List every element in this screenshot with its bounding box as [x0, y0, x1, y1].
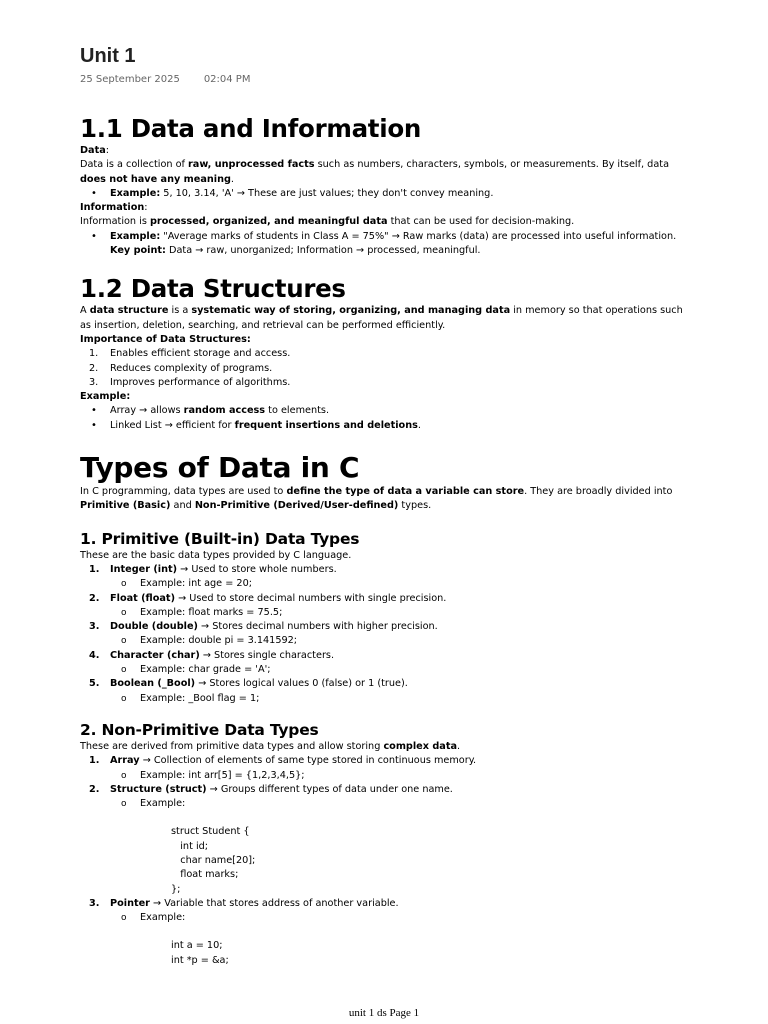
page-time: 02:04 PM — [203, 74, 251, 85]
list-item: • Example: 5, 10, 3.14, 'A' → These are just values; they don't convey meaning. — [80, 187, 690, 201]
heading-data-information: 1.1 Data and Information — [80, 114, 421, 143]
information-label-line: Information: — [80, 202, 148, 214]
list-item: 3. Improves performance of algorithms. — [89, 376, 291, 388]
note-page — [80, 44, 690, 968]
list-item: 3. Pointer → Variable that stores address of another variable. o Example: int a = 10; int *p = &a; — [80, 897, 690, 968]
non-primitive-list — [80, 754, 690, 968]
list-item: 4. Character (char) → Stores single characters. o Example: char grade = 'A'; — [80, 649, 690, 678]
example-item: o Example: int age = 20; — [110, 577, 690, 591]
heading-non-primitive-types: 2. Non-Primitive Data Types — [80, 720, 319, 739]
ds-importance-list — [80, 347, 690, 390]
ds-definition: A data structure is a systematic way of storing, organizing, and managing data in memory so that operations such as insertion, deletion, searching, and retrieval can be performed efficiently. — [80, 305, 683, 331]
example-item: o Example: _Bool flag = 1; — [110, 692, 690, 706]
primitive-list — [80, 563, 690, 706]
types-intro: In C programming, data types are used to define the type of data a variable can store. They are broadly divided into Primitive (Basic) and Non-Primitive (Derived/User-defined) types. — [80, 486, 673, 512]
example-item: o Example: int arr[5] = {1,2,3,4,5}; — [110, 769, 690, 783]
list-item: 2. Float (float) → Used to store decimal numbers with single precision. o Example: float marks = 75.5; — [80, 592, 690, 621]
example-item: o Example: char grade = 'A'; — [110, 663, 690, 677]
example-item: o Example: double pi = 3.141592; — [110, 634, 690, 648]
page-footer: unit 1 ds Page 1 — [348, 1007, 420, 1019]
list-item: 1. Array → Collection of elements of same type stored in continuous memory. o Example: int arr[5] = {1,2,3,4,5}; — [80, 754, 690, 783]
list-item: 5. Boolean (_Bool) → Stores logical values 0 (false) or 1 (true). o Example: _Bool flag = 1; — [80, 677, 690, 706]
list-item: • Array → allows random access to elements. — [80, 404, 690, 418]
example-item: o Example: float marks = 75.5; — [110, 606, 690, 620]
list-item: 2. Reduces complexity of programs. — [89, 362, 273, 374]
data-definition: Data is a collection of raw, unprocessed facts such as numbers, characters, symbols, or measurements. By itself, data does not have any meaning. — [80, 159, 670, 185]
primitive-intro: These are the basic data types provided by C language. — [80, 549, 352, 561]
heading-types-of-data: Types of Data in C — [80, 451, 360, 485]
example-item: o Example: struct Student { int id; char name[20]; float marks; }; — [110, 797, 690, 897]
list-item: 1. Integer (int) → Used to store whole numbers. o Example: int age = 20; — [80, 563, 690, 592]
data-example-list — [80, 187, 690, 201]
ds-importance-label: Importance of Data Structures: — [80, 333, 251, 345]
heading-primitive-types: 1. Primitive (Built-in) Data Types — [80, 529, 360, 548]
ds-example-label: Example: — [80, 391, 131, 403]
non-primitive-intro: These are derived from primitive data types and allow storing complex data. — [80, 740, 461, 752]
information-example-list — [80, 230, 690, 259]
page-meta — [80, 73, 690, 86]
list-item: 3. Double (double) → Stores decimal numbers with higher precision. o Example: double pi = 3.141592; — [80, 620, 690, 649]
heading-data-structures: 1.2 Data Structures — [80, 274, 346, 304]
code-block-struct: struct Student { int id; char name[20]; float marks; }; — [171, 826, 256, 895]
code-block-pointer: int a = 10; int *p = &a; — [171, 940, 229, 966]
list-item: • Linked List → efficient for frequent insertions and deletions. — [80, 419, 690, 433]
data-label-line: Data: — [80, 145, 110, 156]
list-item: 1. Enables efficient storage and access. — [89, 348, 291, 360]
page-title: Unit 1 — [80, 45, 136, 67]
ds-example-list — [80, 404, 690, 433]
list-item: 2. Structure (struct) → Groups different types of data under one name. o Example: struct Student { int id; char name[20]; float marks; }; — [80, 783, 690, 897]
page-date: 25 September 2025 — [80, 74, 180, 85]
example-item: o Example: int a = 10; int *p = &a; — [110, 911, 690, 968]
information-definition: Information is processed, organized, and meaningful data that can be used for decision-making. — [80, 216, 575, 228]
list-item: • Example: "Average marks of students in Class A = 75%" → Raw marks (data) are processed into useful information. Key point: Data → raw, unorganized; Information → processed, meaningful. — [80, 230, 690, 259]
